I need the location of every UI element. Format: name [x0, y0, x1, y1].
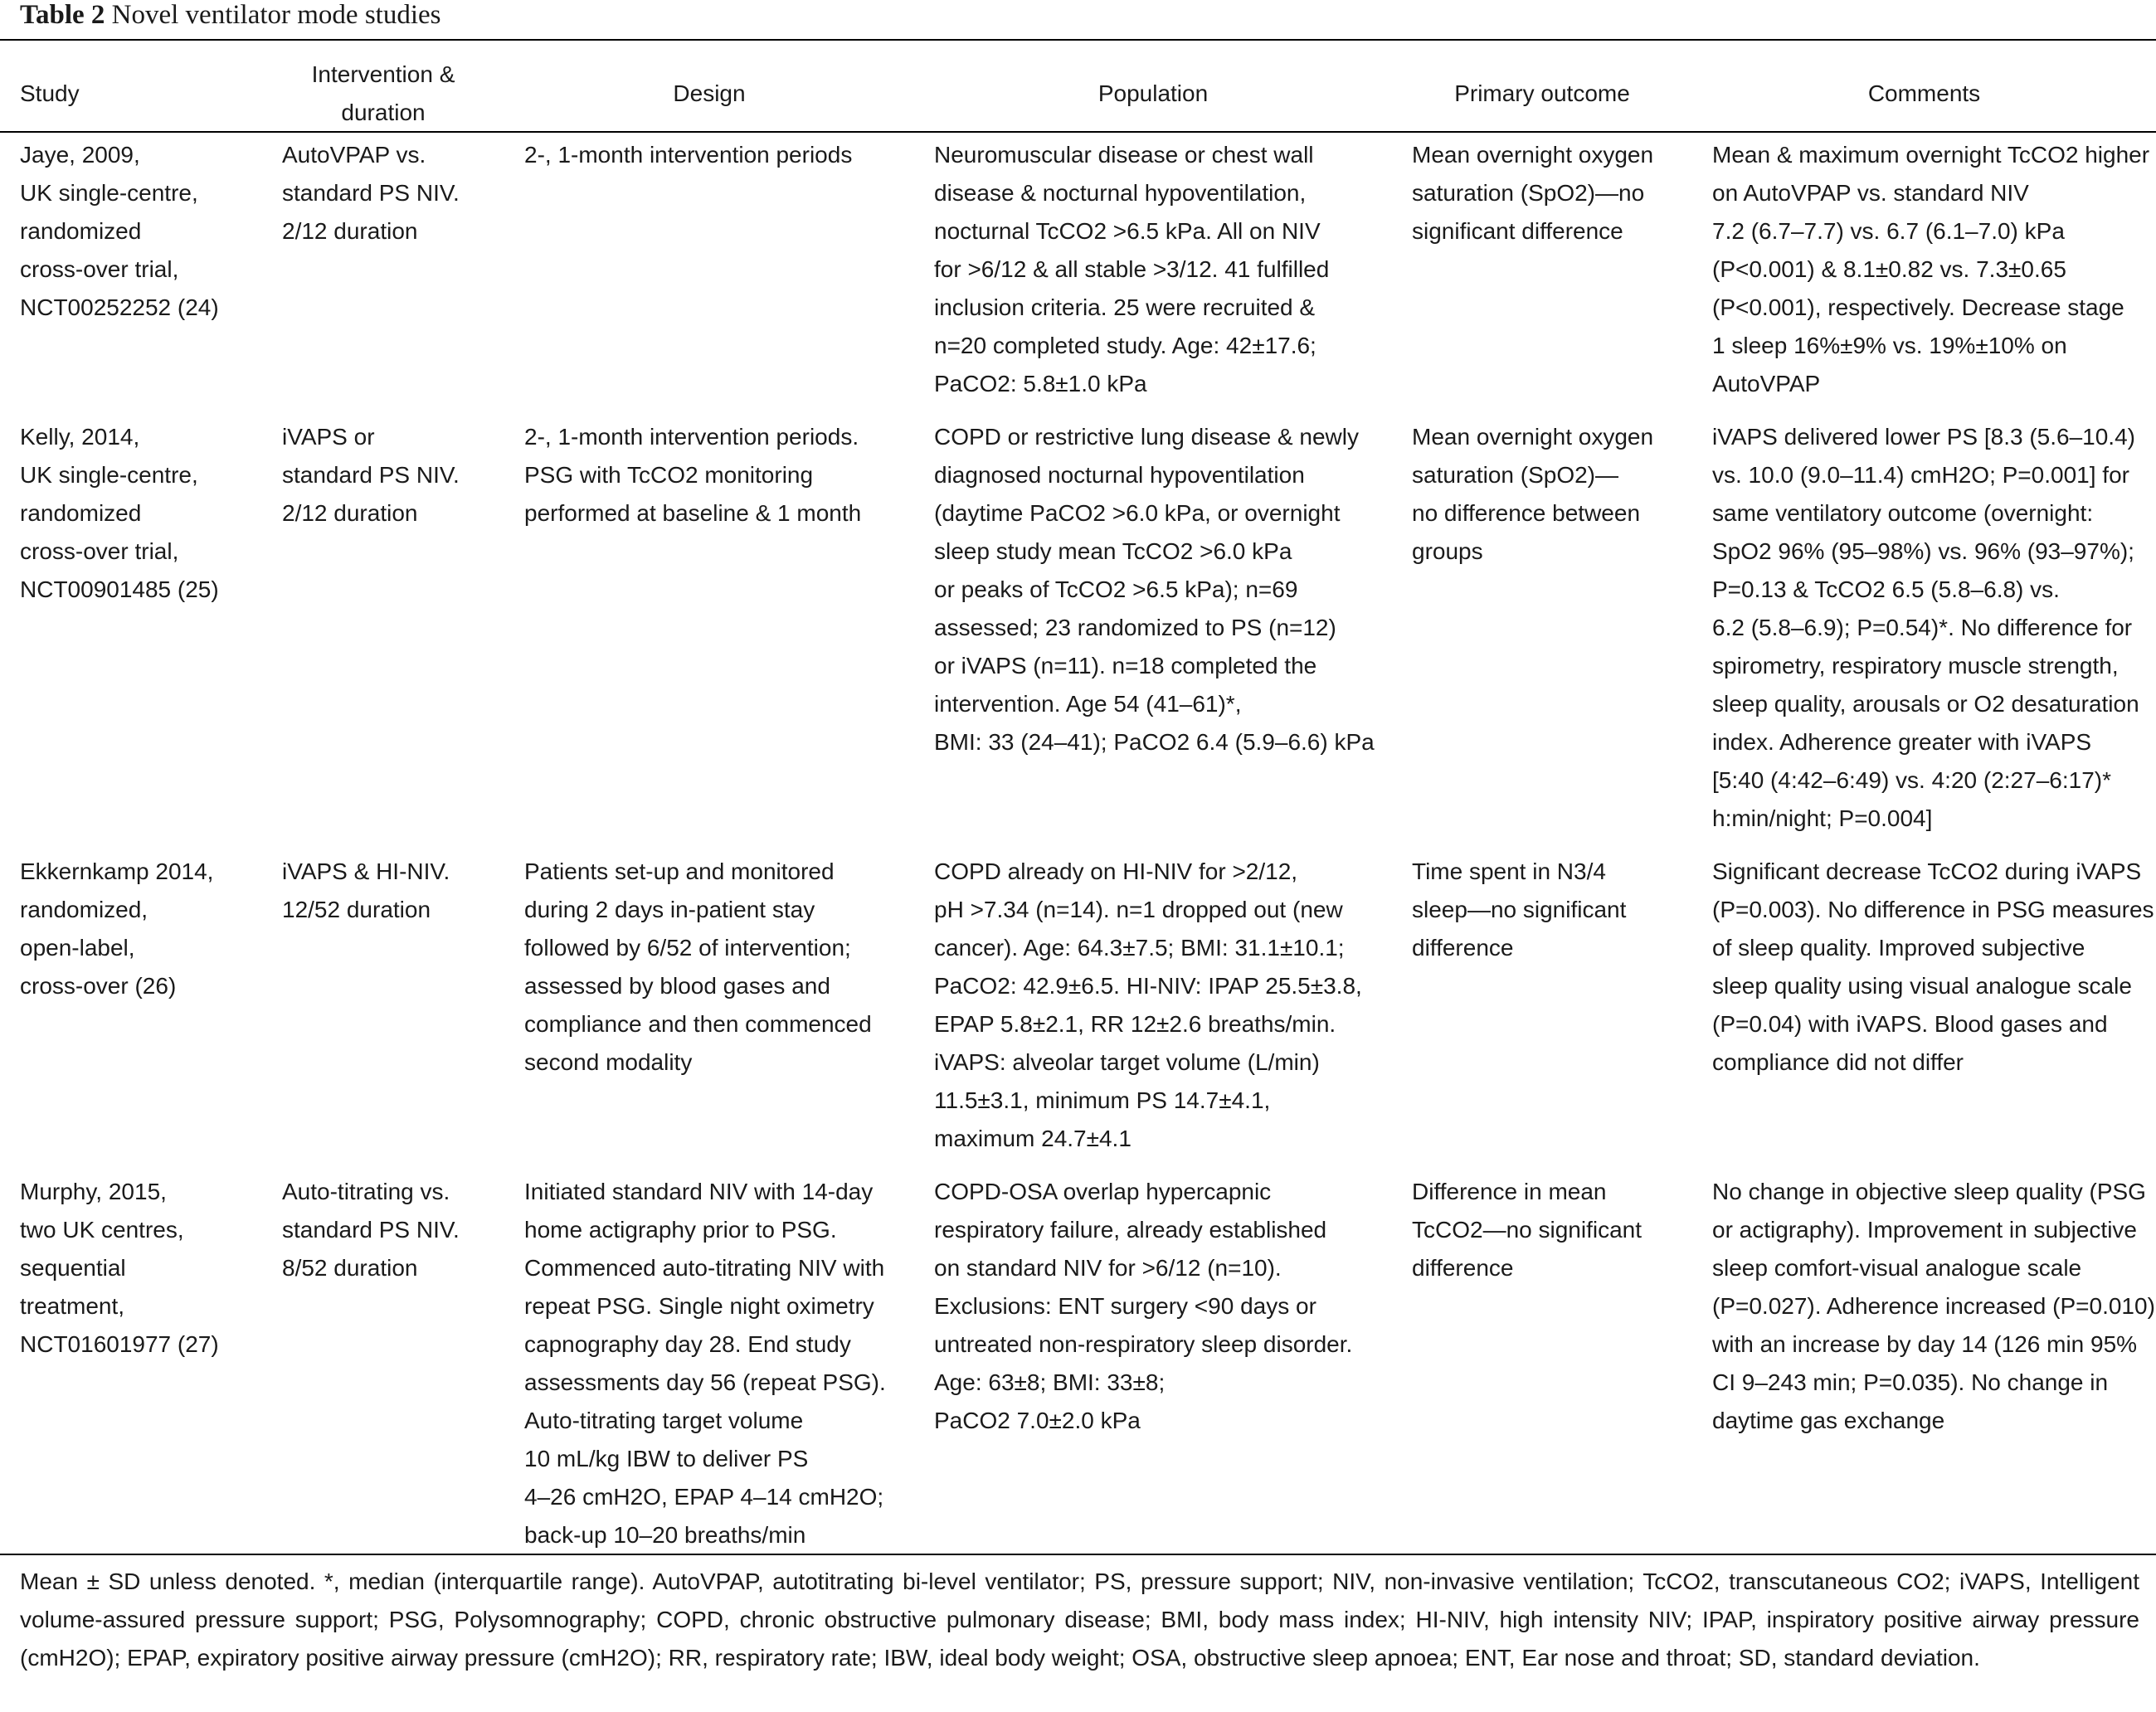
header-row	[0, 55, 2156, 133]
cell-line: assessments day 56 (repeat PSG).	[524, 1369, 886, 1395]
cell-line: No change in objective sleep quality (PSG	[1712, 1179, 2146, 1204]
cell-line: SpO2 96% (95–98%) vs. 96% (93–97%);	[1712, 538, 2134, 564]
cell-design	[504, 133, 914, 416]
cell-line: [5:40 (4:42–6:49) vs. 4:20 (2:27–6:17)*	[1712, 767, 2111, 793]
cell-line: cancer). Age: 64.3±7.5; BMI: 31.1±10.1;	[934, 935, 1345, 961]
cell-line: Auto-titrating vs.	[282, 1179, 450, 1204]
cell-line: significant difference	[1412, 218, 1623, 244]
cell-line: randomized	[20, 500, 142, 526]
cell-line: 8/52 duration	[282, 1255, 418, 1281]
cell-line: PaCO2 7.0±2.0 kPa	[934, 1408, 1141, 1433]
cell-design	[504, 851, 914, 1171]
cell-comments	[1692, 1171, 2156, 1568]
cell-line: for >6/12 & all stable >3/12. 41 fulfilled	[934, 256, 1330, 282]
table-body	[0, 133, 2156, 1568]
cell-line: with an increase by day 14 (126 min 95%	[1712, 1331, 2138, 1357]
cell-line: 10 mL/kg IBW to deliver PS	[524, 1446, 809, 1471]
cell-line: (daytime PaCO2 >6.0 kPa, or overnight	[934, 500, 1341, 526]
cell-line: Patients set-up and monitored	[524, 858, 835, 884]
cell-line: sequential	[20, 1255, 126, 1281]
cell-comments	[1692, 416, 2156, 851]
cell-line: Mean overnight oxygen	[1412, 424, 1654, 450]
table-caption-label: Table 2	[20, 0, 105, 30]
cell-line: randomized	[20, 218, 142, 244]
cell-line: PSG with TcCO2 monitoring	[524, 462, 814, 488]
cell-study	[0, 416, 262, 851]
cell-line: open-label,	[20, 935, 135, 961]
cell-line: Age: 63±8; BMI: 33±8;	[934, 1369, 1166, 1395]
cell-line: P=0.13 & TcCO2 6.5 (5.8–6.8) vs.	[1712, 576, 2060, 602]
cell-line: Initiated standard NIV with 14-day	[524, 1179, 874, 1204]
cell-line: diagnosed nocturnal hypoventilation	[934, 462, 1305, 488]
cell-intervention	[262, 416, 504, 851]
table-row	[0, 133, 2156, 416]
cell-line: cross-over trial,	[20, 256, 179, 282]
cell-line: compliance did not differ	[1712, 1049, 1964, 1075]
cell-line: groups	[1412, 538, 1483, 564]
cell-line: 2/12 duration	[282, 218, 418, 244]
cell-intervention	[262, 1171, 504, 1568]
cell-line: performed at baseline & 1 month	[524, 500, 862, 526]
cell-line: home actigraphy prior to PSG.	[524, 1217, 837, 1243]
cell-line: vs. 10.0 (9.0–11.4) cmH2O; P=0.001] for	[1712, 462, 2129, 488]
cell-line: COPD already on HI-NIV for >2/12,	[934, 858, 1298, 884]
cell-line: or iVAPS (n=11). n=18 completed the	[934, 653, 1317, 678]
cell-line: AutoVPAP	[1712, 371, 1821, 396]
studies-table	[0, 55, 2156, 1568]
cell-line: Neuromuscular disease or chest wall	[934, 142, 1314, 168]
cell-line: 7.2 (6.7–7.7) vs. 6.7 (6.1–7.0) kPa	[1712, 218, 2065, 244]
cell-line: maximum 24.7±4.1	[934, 1126, 1132, 1151]
cell-line: standard PS NIV.	[282, 462, 460, 488]
cell-line: during 2 days in-patient stay	[524, 897, 815, 922]
cell-line: nocturnal TcCO2 >6.5 kPa. All on NIV	[934, 218, 1321, 244]
cell-line: saturation (SpO2)—	[1412, 462, 1618, 488]
cell-line: COPD-OSA overlap hypercapnic	[934, 1179, 1272, 1204]
cell-line: Auto-titrating target volume	[524, 1408, 804, 1433]
cell-line: assessed; 23 randomized to PS (n=12)	[934, 615, 1336, 640]
header-intervention: Intervention & duration	[311, 61, 455, 125]
cell-line: (P<0.001) & 8.1±0.82 vs. 7.3±0.65	[1712, 256, 2066, 282]
cell-line: 11.5±3.1, minimum PS 14.7±4.1,	[934, 1087, 1271, 1113]
cell-line: 2/12 duration	[282, 500, 418, 526]
cell-line: standard PS NIV.	[282, 180, 460, 206]
header-population: Population	[1097, 80, 1209, 106]
cell-line: Commenced auto-titrating NIV with	[524, 1255, 885, 1281]
cell-primary-outcome	[1392, 133, 1692, 416]
cell-line: NCT00901485 (25)	[20, 576, 219, 602]
table-caption	[20, 0, 441, 30]
cell-line: 4–26 cmH2O, EPAP 4–14 cmH2O;	[524, 1484, 884, 1510]
cell-line: same ventilatory outcome (overnight:	[1712, 500, 2094, 526]
cell-design	[504, 1171, 914, 1568]
cell-line: assessed by blood gases and	[524, 973, 830, 999]
cell-line: (P=0.04) with iVAPS. Blood gases and	[1712, 1011, 2108, 1037]
cell-line: or peaks of TcCO2 >6.5 kPa); n=69	[934, 576, 1298, 602]
cell-line: capnography day 28. End study	[524, 1331, 851, 1357]
cell-study	[0, 133, 262, 416]
header-comments: Comments	[1867, 80, 1981, 106]
table-row	[0, 1171, 2156, 1568]
cell-line: (P=0.027). Adherence increased (P=0.010)	[1712, 1293, 2155, 1319]
cell-primary-outcome	[1392, 851, 1692, 1171]
cell-line: Exclusions: ENT surgery <90 days or	[934, 1293, 1316, 1319]
cell-line: compliance and then commenced	[524, 1011, 872, 1037]
cell-primary-outcome	[1392, 416, 1692, 851]
table-caption-text: Novel ventilator mode studies	[111, 0, 441, 30]
cell-population	[914, 416, 1392, 851]
cell-line: intervention. Age 54 (41–61)*,	[934, 691, 1242, 717]
header-primary-outcome: Primary outcome	[1454, 80, 1630, 106]
cell-line: respiratory failure, already established	[934, 1217, 1327, 1243]
cell-line: 1 sleep 16%±9% vs. 19%±10% on	[1712, 333, 2067, 358]
cell-line: cross-over trial,	[20, 538, 179, 564]
cell-intervention	[262, 133, 504, 416]
cell-line: back-up 10–20 breaths/min	[524, 1522, 806, 1548]
cell-line: difference	[1412, 1255, 1514, 1281]
cell-line: Murphy, 2015,	[20, 1179, 167, 1204]
header-study: Study	[20, 80, 80, 106]
cell-line: Kelly, 2014,	[20, 424, 140, 450]
cell-line: disease & nocturnal hypoventilation,	[934, 180, 1307, 206]
cell-study	[0, 1171, 262, 1568]
cell-line: followed by 6/52 of intervention;	[524, 935, 851, 961]
cell-line: sleep quality, arousals or O2 desaturation	[1712, 691, 2139, 717]
cell-line: pH >7.34 (n=14). n=1 dropped out (new	[934, 897, 1343, 922]
cell-line: h:min/night; P=0.004]	[1712, 805, 1933, 831]
cell-line: daytime gas exchange	[1712, 1408, 1945, 1433]
cell-line: (P=0.003). No difference in PSG measures	[1712, 897, 2154, 922]
cell-line: repeat PSG. Single night oximetry	[524, 1293, 874, 1319]
cell-line: Mean overnight oxygen	[1412, 142, 1654, 168]
cell-primary-outcome	[1392, 1171, 1692, 1568]
cell-line: standard PS NIV.	[282, 1217, 460, 1243]
cell-line: difference	[1412, 935, 1514, 961]
cell-line: 2-, 1-month intervention periods.	[524, 424, 859, 450]
cell-line: iVAPS: alveolar target volume (L/min)	[934, 1049, 1320, 1075]
cell-line: PaCO2: 42.9±6.5. HI-NIV: IPAP 25.5±3.8,	[934, 973, 1362, 999]
cell-line: on AutoVPAP vs. standard NIV	[1712, 180, 2029, 206]
cell-line: PaCO2: 5.8±1.0 kPa	[934, 371, 1147, 396]
cell-line: second modality	[524, 1049, 693, 1075]
cell-line: sleep comfort-visual analogue scale	[1712, 1255, 2082, 1281]
cell-line: TcCO2—no significant	[1412, 1217, 1643, 1243]
cell-line: or actigraphy). Improvement in subjective	[1712, 1217, 2137, 1243]
cell-line: EPAP 5.8±2.1, RR 12±2.6 breaths/min.	[934, 1011, 1336, 1037]
cell-line: NCT01601977 (27)	[20, 1331, 219, 1357]
cell-line: sleep quality using visual analogue scale	[1712, 973, 2132, 999]
cell-line: Ekkernkamp 2014,	[20, 858, 214, 884]
cell-line: index. Adherence greater with iVAPS	[1712, 729, 2092, 755]
table-row	[0, 416, 2156, 851]
cell-line: UK single-centre,	[20, 180, 198, 206]
cell-line: untreated non-respiratory sleep disorder.	[934, 1331, 1353, 1357]
cell-line: UK single-centre,	[20, 462, 198, 488]
cell-line: two UK centres,	[20, 1217, 184, 1243]
cell-line: of sleep quality. Improved subjective	[1712, 935, 2085, 961]
cell-line: Difference in mean	[1412, 1179, 1607, 1204]
top-rule	[0, 39, 2156, 41]
cell-line: inclusion criteria. 25 were recruited &	[934, 294, 1316, 320]
cell-study	[0, 851, 262, 1171]
table-row	[0, 851, 2156, 1171]
cell-line: iVAPS or	[282, 424, 375, 450]
cell-comments	[1692, 133, 2156, 416]
cell-line: no difference between	[1412, 500, 1641, 526]
cell-line: cross-over (26)	[20, 973, 177, 999]
cell-line: AutoVPAP vs.	[282, 142, 426, 168]
cell-line: 12/52 duration	[282, 897, 431, 922]
cell-line: Jaye, 2009,	[20, 142, 140, 168]
cell-line: saturation (SpO2)—no	[1412, 180, 1645, 206]
cell-line: 2-, 1-month intervention periods	[524, 142, 853, 168]
cell-line: n=20 completed study. Age: 42±17.6;	[934, 333, 1316, 358]
cell-line: Time spent in N3/4	[1412, 858, 1606, 884]
cell-population	[914, 851, 1392, 1171]
cell-population	[914, 133, 1392, 416]
cell-design	[504, 416, 914, 851]
cell-line: spirometry, respiratory muscle strength,	[1712, 653, 2119, 678]
header-design: Design	[673, 80, 746, 106]
cell-line: CI 9–243 min; P=0.035). No change in	[1712, 1369, 2109, 1395]
cell-line: iVAPS delivered lower PS [8.3 (5.6–10.4)	[1712, 424, 2135, 450]
cell-line: on standard NIV for >6/12 (n=10).	[934, 1255, 1282, 1281]
cell-line: randomized,	[20, 897, 148, 922]
cell-population	[914, 1171, 1392, 1568]
cell-line: Significant decrease TcCO2 during iVAPS	[1712, 858, 2142, 884]
cell-line: sleep—no significant	[1412, 897, 1627, 922]
cell-intervention	[262, 851, 504, 1171]
cell-line: sleep study mean TcCO2 >6.0 kPa	[934, 538, 1292, 564]
cell-line: BMI: 33 (24–41); PaCO2 6.4 (5.9–6.6) kPa	[934, 729, 1375, 755]
cell-line: Mean & maximum overnight TcCO2 higher	[1712, 142, 2150, 168]
table-footnote: Mean ± SD unless denoted. *, median (interquartile range). AutoVPAP, autotitrating bi-level ventilator; PS, pressure support; NIV, non-invasive ventilation; TcCO2, transcutaneous CO2; iVAPS, Intelligent volume-assured pressure support; PSG, Polysomnography; COPD, chronic obstructive pulmonary disease; BMI, body mass index; HI-NIV, high intensity NIV; IPAP, inspiratory positive airway pressure (cmH2O); EPAP, expiratory positive airway pressure (cmH2O); RR, respiratory rate; IBW, ideal body weight; OSA, obstructive sleep apnoea; ENT, Ear nose and throat; SD, standard deviation.	[20, 1569, 2139, 1671]
cell-line: NCT00252252 (24)	[20, 294, 219, 320]
cell-line: 6.2 (5.8–6.9); P=0.54)*. No difference for	[1712, 615, 2133, 640]
cell-line: (P<0.001), respectively. Decrease stage	[1712, 294, 2124, 320]
cell-comments	[1692, 851, 2156, 1171]
cell-line: treatment,	[20, 1293, 125, 1319]
cell-line: iVAPS & HI-NIV.	[282, 858, 450, 884]
cell-line: COPD or restrictive lung disease & newly	[934, 424, 1359, 450]
